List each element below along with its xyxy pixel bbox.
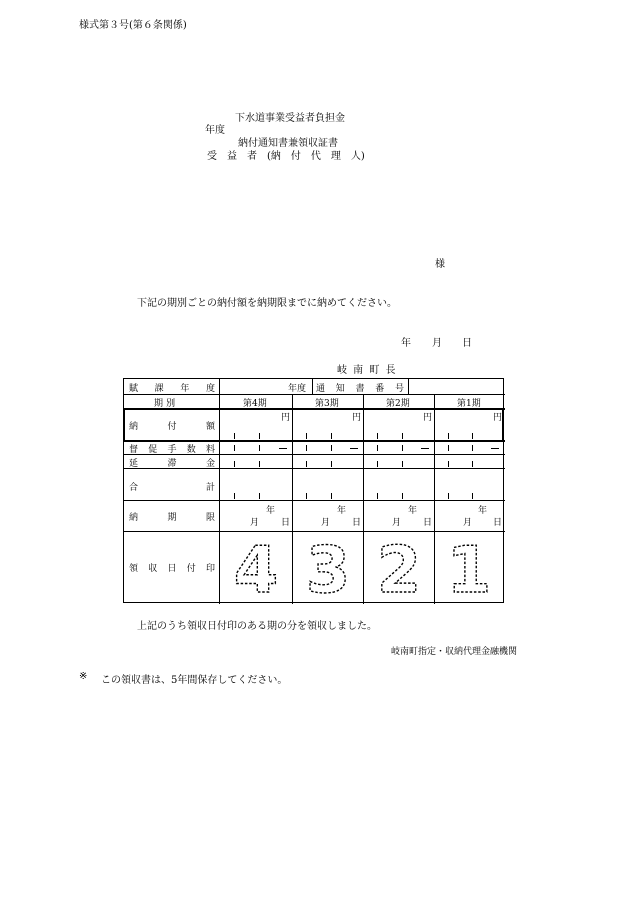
payment-amount-label-char: 納	[129, 422, 139, 432]
table-rule	[408, 379, 409, 394]
table-rule	[124, 394, 505, 395]
digit-tick	[377, 445, 378, 451]
yen-unit: 円	[423, 413, 433, 423]
total-label-char: 合	[129, 483, 139, 493]
notice-number-label	[316, 381, 404, 394]
stamp-digit-1	[435, 532, 503, 604]
reminder-fee-label-char: 督	[129, 445, 139, 455]
period-1: 第1期	[457, 399, 481, 409]
stamp-digit-text: 2	[376, 534, 422, 604]
total-label	[129, 480, 215, 493]
due-date-label	[129, 510, 215, 523]
stamp-digit-2	[364, 532, 434, 604]
instruction-text: 下記の期別ごとの納付額を納期限までに納めてください。	[137, 298, 397, 309]
digit-tick	[472, 493, 473, 499]
fiscal-year-label-char: 度	[205, 384, 215, 394]
stamp-digit-3	[293, 532, 363, 604]
digit-tick	[306, 461, 307, 467]
payment-amount-label-char: 額	[205, 422, 215, 432]
fiscal-year-suffix: 年度	[288, 384, 307, 394]
table-rule	[123, 408, 125, 441]
date-year: 年	[401, 338, 411, 349]
digit-tick	[306, 493, 307, 499]
digit-tick	[259, 461, 260, 467]
late-charge-label-char: 延	[129, 459, 139, 469]
receipt-statement: 上記のうち領収日付印のある期の分を領収しました。	[137, 621, 377, 632]
digit-tick	[331, 445, 332, 451]
digit-tick	[402, 445, 403, 451]
late-charge-label-char: 金	[205, 459, 215, 469]
due-day: 日	[423, 518, 433, 528]
notice-number-label-char: 番	[375, 384, 385, 394]
stamp-digit-4	[220, 532, 292, 604]
digit-tick	[331, 461, 332, 467]
late-charge-label-char: 滞	[167, 459, 177, 469]
digit-tick	[448, 493, 449, 499]
reminder-fee-label-char: 手	[167, 445, 177, 455]
receipt-stamp-label-char: 収	[148, 564, 158, 574]
dash-mark	[491, 448, 499, 449]
dash-mark	[421, 448, 429, 449]
receipt-stamp-label-char: 付	[186, 564, 196, 574]
fiscal-year-label-char: 年	[180, 384, 190, 394]
digit-tick	[331, 433, 332, 439]
form-number: 様式第３号(第６条関係)	[79, 20, 187, 31]
due-month: 月	[250, 518, 260, 528]
notice-number-label-char: 号	[394, 384, 404, 394]
fiscal-year-label-char: 賦	[129, 384, 139, 394]
period-label: 期別	[154, 399, 179, 409]
digit-tick	[306, 433, 307, 439]
digit-tick	[377, 433, 378, 439]
due-year: 年	[337, 506, 347, 516]
digit-tick	[472, 445, 473, 451]
due-month: 月	[463, 518, 473, 528]
digit-tick	[402, 493, 403, 499]
issuer-name: 岐 南 町 長	[337, 365, 398, 376]
stamp-digit-text: 4	[233, 534, 279, 604]
table-rule	[219, 379, 220, 394]
due-month: 月	[321, 518, 331, 528]
table-rule	[124, 500, 505, 501]
digit-tick	[448, 461, 449, 467]
digit-tick	[259, 493, 260, 499]
heading-nendo: 年度	[205, 125, 225, 136]
digit-tick	[448, 433, 449, 439]
digit-tick	[234, 433, 235, 439]
digit-tick	[234, 461, 235, 467]
notice-number-label-char: 通	[316, 384, 326, 394]
payment-notice-table	[123, 378, 504, 603]
notice-number-label-char: 書	[355, 384, 365, 394]
due-year: 年	[478, 506, 488, 516]
due-year: 年	[408, 506, 418, 516]
digit-tick	[331, 493, 332, 499]
yen-unit: 円	[352, 413, 362, 423]
date-day: 日	[462, 338, 472, 349]
due-month: 月	[392, 518, 402, 528]
period-3: 第3期	[315, 399, 339, 409]
table-rule	[502, 408, 504, 441]
date-month: 月	[432, 338, 442, 349]
heading-line1: 下水道事業受益者負担金	[235, 113, 345, 124]
digit-tick	[472, 433, 473, 439]
yen-unit: 円	[281, 413, 291, 423]
stamp-digit-text: 3	[305, 534, 351, 604]
payment-amount-label	[129, 419, 215, 432]
honorific: 様	[435, 259, 445, 270]
due-date-label-char: 納	[129, 513, 139, 523]
stamp-digit-text: 1	[446, 534, 492, 604]
yen-unit: 円	[493, 413, 503, 423]
reminder-fee-label	[129, 442, 215, 455]
digit-tick	[234, 493, 235, 499]
fiscal-year-label	[129, 381, 215, 394]
due-date-label-char: 限	[205, 513, 215, 523]
digit-tick	[402, 433, 403, 439]
payment-amount-label-char: 付	[167, 422, 177, 432]
retention-note: この領収書は、5年間保存してください。	[101, 675, 288, 686]
table-rule	[312, 379, 313, 394]
due-day: 日	[352, 518, 362, 528]
fiscal-year-label-char: 課	[154, 384, 164, 394]
digit-tick	[402, 461, 403, 467]
receipt-stamp-label-char: 日	[167, 564, 177, 574]
digit-tick	[377, 493, 378, 499]
receipt-stamp-label	[129, 561, 215, 574]
receipt-stamp-label-char: 印	[205, 564, 215, 574]
receipt-stamp-label-char: 領	[129, 564, 139, 574]
heading-line3: 受 益 者 (納 付 代 理 人)	[207, 151, 365, 162]
collecting-agency: 岐南町指定・収納代理金融機関	[391, 647, 518, 657]
note-mark: ※	[79, 671, 88, 682]
digit-tick	[306, 445, 307, 451]
digit-tick	[377, 461, 378, 467]
due-day: 日	[281, 518, 291, 528]
notice-number-label-char: 知	[335, 384, 345, 394]
digit-tick	[448, 445, 449, 451]
dash-mark	[350, 448, 358, 449]
total-label-char: 計	[205, 483, 215, 493]
heading-line2: 納付通知書兼領収証書	[238, 138, 338, 149]
digit-tick	[259, 433, 260, 439]
late-charge-label	[129, 456, 215, 469]
period-4: 第4期	[243, 399, 267, 409]
dash-mark	[279, 448, 287, 449]
reminder-fee-label-char: 数	[186, 445, 196, 455]
reminder-fee-label-char: 促	[148, 445, 158, 455]
period-2: 第2期	[386, 399, 410, 409]
due-year: 年	[266, 506, 276, 516]
due-day: 日	[493, 518, 503, 528]
digit-tick	[259, 445, 260, 451]
due-date-label-char: 期	[167, 513, 177, 523]
reminder-fee-label-char: 料	[205, 445, 215, 455]
digit-tick	[234, 445, 235, 451]
digit-tick	[472, 461, 473, 467]
